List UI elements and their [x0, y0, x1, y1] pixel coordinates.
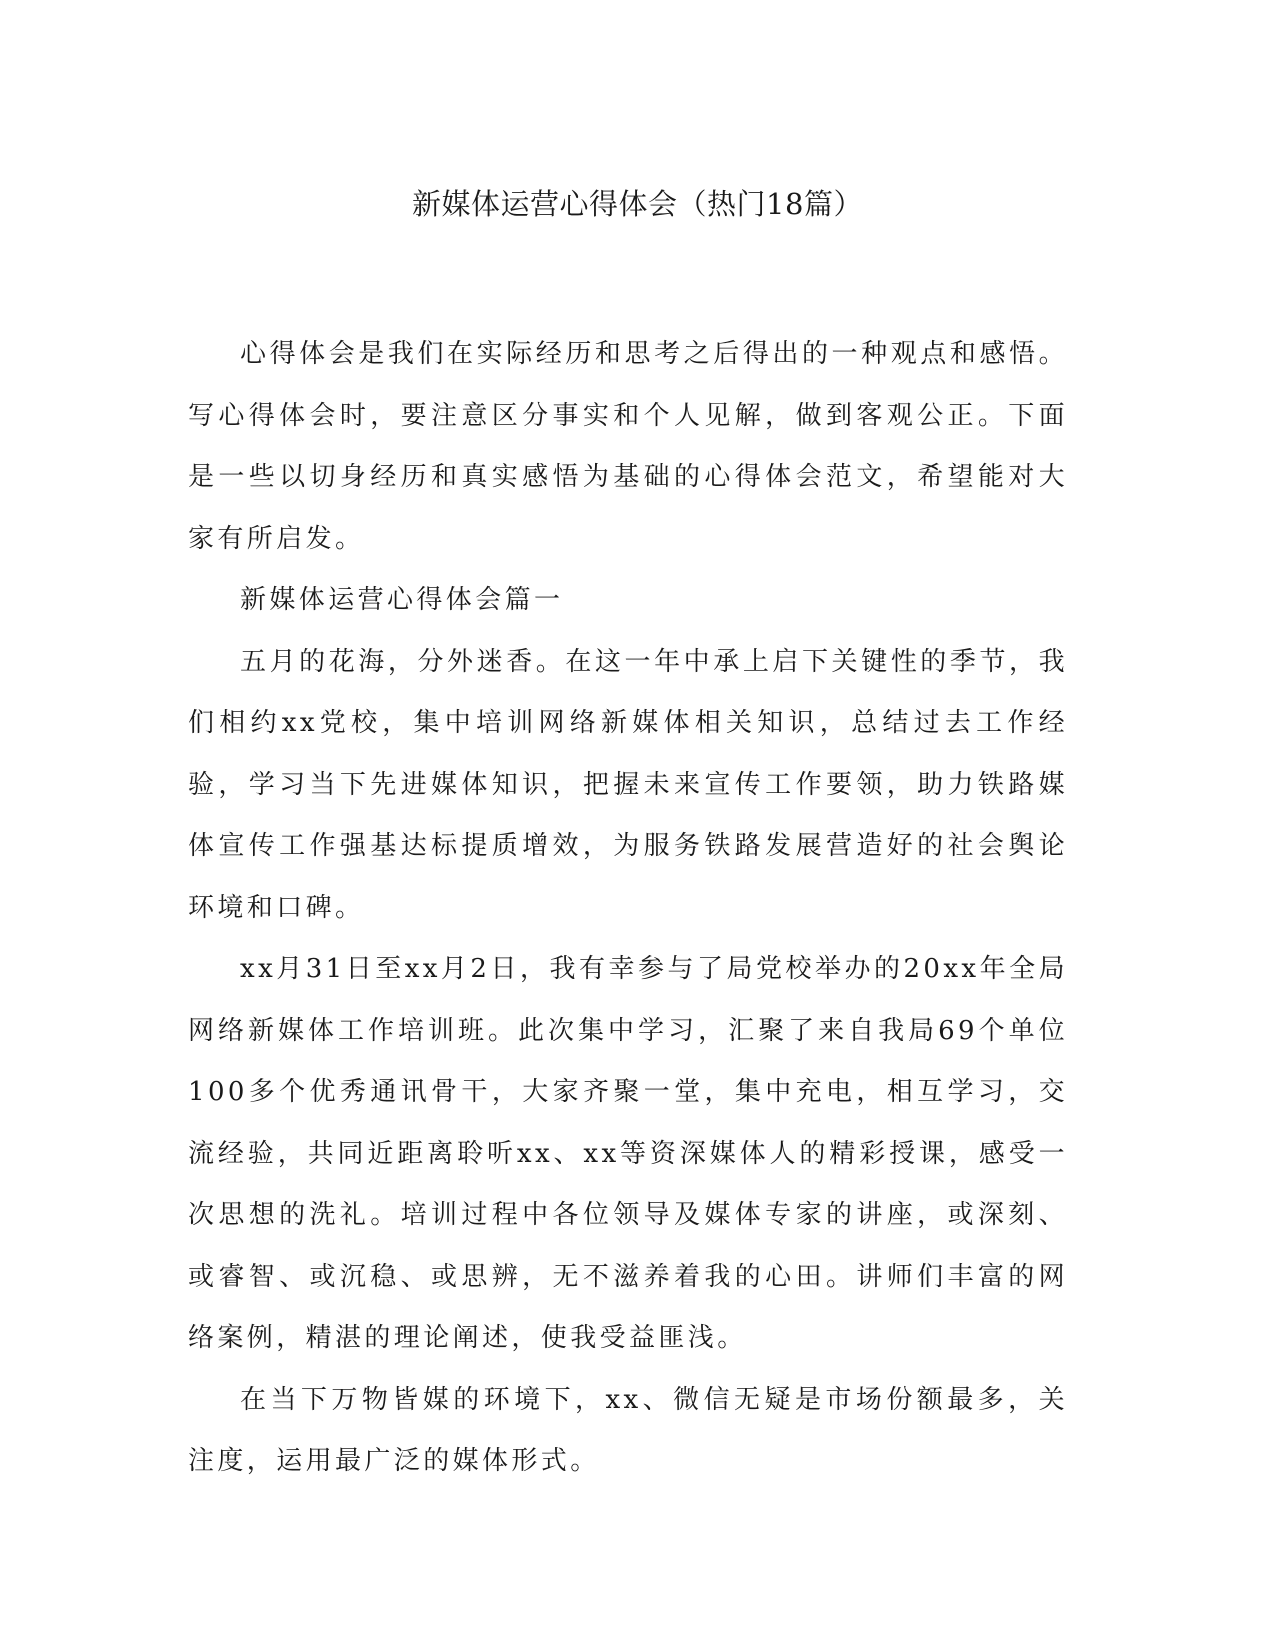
- document-body: [188, 324, 1068, 1493]
- paragraph-2: xx月31日至xx月2日，我有幸参与了局党校举办的20xx年全局网络新媒体工作培训班。此次集中学习，汇聚了来自我局69个单位100多个优秀通讯骨干，大家齐聚一堂，集中充电，相互学习，交流经验，共同近距离聆听xx、xx等资深媒体人的精彩授课，感受一次思想的洗礼。培训过程中各位领导及媒体专家的讲座，或深刻、或睿智、或沉稳、或思辨，无不滋养着我的心田。讲师们丰富的网络案例，精湛的理论阐述，使我受益匪浅。: [188, 954, 1068, 1353]
- paragraph-1: 五月的花海，分外迷香。在这一年中承上启下关键性的季节，我们相约xx党校，集中培训网络新媒体相关知识，总结过去工作经验，学习当下先进媒体知识，把握未来宣传工作要领，助力铁路媒体宣传工作强基达标提质增效，为服务铁路发展营造好的社会舆论环境和口碑。: [188, 646, 1068, 923]
- document-title: 新媒体运营心得体会（热门18篇）: [412, 187, 863, 221]
- paragraph-3: 在当下万物皆媒的环境下，xx、微信无疑是市场份额最多，关注度，运用最广泛的媒体形式。: [188, 1384, 1068, 1476]
- section-heading: 新媒体运营心得体会篇一: [240, 585, 564, 615]
- paragraph-intro: 心得体会是我们在实际经历和思考之后得出的一种观点和感悟。写心得体会时，要注意区分事实和个人见解，做到客观公正。下面是一些以切身经历和真实感悟为基础的心得体会范文，希望能对大家有所启发。: [188, 339, 1068, 554]
